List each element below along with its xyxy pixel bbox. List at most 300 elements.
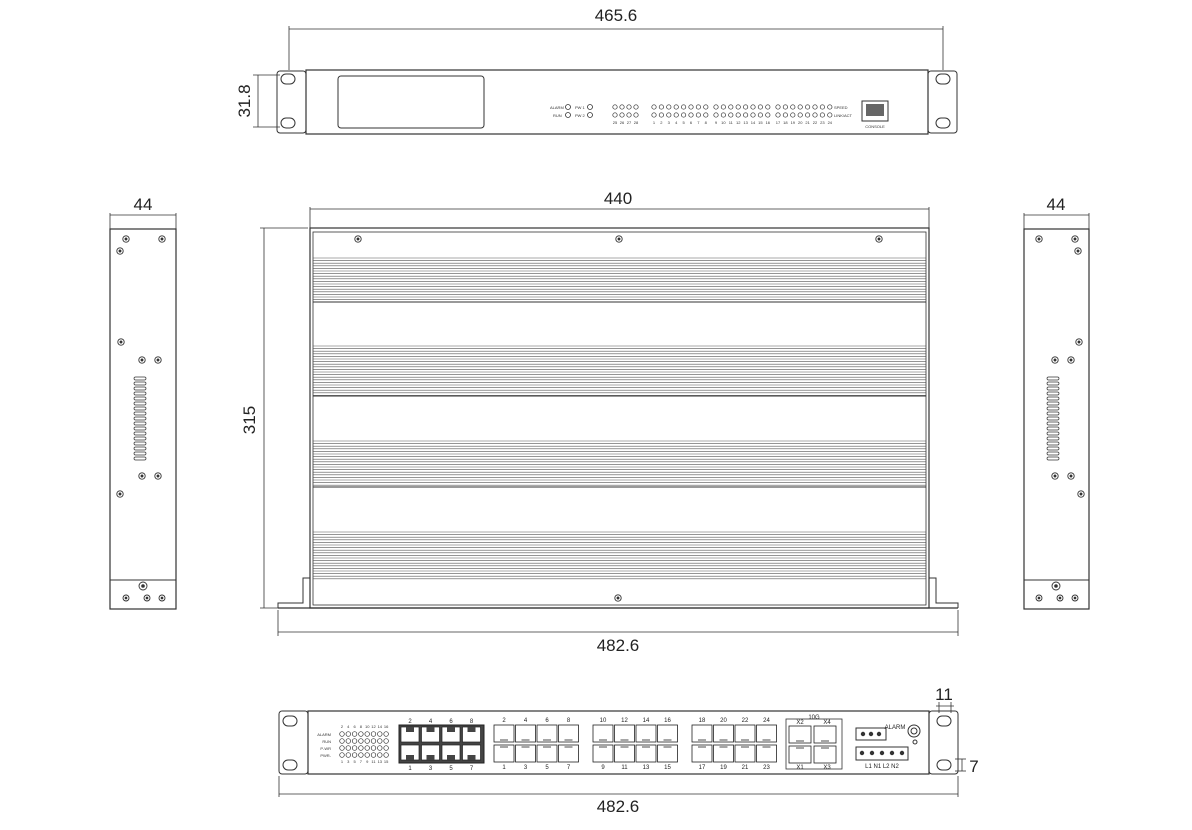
led-top-number: 6 [353,724,356,729]
led-icon [729,113,733,117]
led-top-number: 14 [377,724,383,729]
screw-center-icon [1077,250,1080,253]
led-top-number: 16 [383,724,389,729]
dim-top-height: 31.8 [235,84,254,118]
led-icon [371,739,376,744]
status-led-icon [588,113,593,118]
led-icon [729,105,733,109]
dim-right-width: 44 [1046,195,1066,214]
terminal-pin-icon [877,732,881,736]
rj45-latch [447,755,455,760]
screw-center-icon [878,238,881,241]
led-icon [751,113,755,117]
label-pw2-top: PW 2 [575,113,585,118]
dim-front-mount: 482.6 [596,797,640,816]
sfp-bottom-number: 17 [698,765,706,771]
led-icon [634,113,638,117]
sfp-port-icon [615,725,635,742]
sfp-port-icon [559,725,579,742]
left-side-view [110,213,176,609]
led-icon [359,746,364,751]
rj45-bottom-number: 7 [469,766,474,772]
screw-center-icon [1059,597,1062,600]
led-icon [371,746,376,751]
led-bottom-number: 15 [383,759,389,764]
vent-slot [1047,397,1059,400]
led-icon [365,746,370,751]
screw-center-icon [1038,597,1041,600]
led-bottom-number: 3 [347,759,350,764]
screw-center-icon [125,597,128,600]
sfp-top-number: 18 [698,718,706,724]
led-number: 17 [775,120,781,125]
led-number: 5 [682,120,685,125]
led-icon [359,739,364,744]
led-number: 11 [728,120,733,125]
top-led-array [566,105,833,126]
led-icon [634,105,638,109]
led-icon [813,105,817,109]
led-label: ALARM [317,732,331,737]
led-top-number: 2 [340,724,344,729]
sfp-top-number: 22 [741,718,749,724]
vent-slot [1047,457,1059,460]
sfp-port-icon [593,745,613,762]
sfp-port-icon [494,725,514,742]
sfp-port-icon [537,725,557,742]
sfp-bottom-number: 3 [523,765,528,771]
led-icon [736,105,740,109]
sfp-top-number: 20 [720,718,727,724]
led-icon [378,739,383,744]
vent-slot [1047,452,1059,455]
led-icon [721,113,725,117]
led-icon [704,113,708,117]
led-icon [627,113,631,117]
sfp-port-icon [636,745,656,762]
sfp-port-icon [516,725,536,742]
led-icon [352,753,357,758]
led-icon [813,113,817,117]
led-bottom-number: 13 [377,759,383,764]
led-icon [696,113,700,117]
vent-slot [1047,377,1059,380]
vent-slot [134,457,146,460]
screw-center-icon [141,359,144,362]
led-icon [681,113,685,117]
screw-center-icon [357,238,360,241]
vent-slot [1047,417,1059,420]
sfp-port-icon [658,745,678,762]
screw-center-icon [146,597,149,600]
led-icon [346,746,351,751]
led-top-number: 4 [347,724,350,729]
sfp-bottom-number: 9 [601,765,605,771]
led-icon [378,746,383,751]
vent-slot [1047,447,1059,450]
screw-center-icon [157,475,160,478]
led-icon [791,105,795,109]
label-alarm-bottom: ALARM [884,725,906,731]
led-icon [346,739,351,744]
led-icon [384,732,389,737]
vent-slot [134,437,146,440]
led-number: 22 [812,120,818,125]
label-power: L1 N1 L2 N2 [865,764,899,770]
led-top-number: 8 [359,724,363,729]
led-icon [378,753,383,758]
rj45-latch [468,755,476,760]
sfp-port-icon [516,745,536,762]
screw-center-icon [125,238,128,241]
led-icon [371,732,376,737]
sfp-port-icon [714,725,734,742]
screw-center-icon [119,250,122,253]
led-icon [652,105,656,109]
led-icon [340,739,345,744]
led-icon [689,113,693,117]
vent-slot [1047,407,1059,410]
rj45-bottom-number: 3 [428,766,433,772]
left-side-details [117,236,165,601]
led-icon [751,105,755,109]
status-led-icon [588,105,593,110]
led-number: 3 [667,120,670,125]
vent-slot [1047,442,1059,445]
label-x2: X2 [796,720,804,726]
vent-slot [134,407,146,410]
sfp-bottom-number: 21 [741,765,749,771]
led-label: P-WR [320,746,331,751]
vent-slot [1047,437,1059,440]
led-icon [652,113,656,117]
led-icon [359,753,364,758]
led-icon [758,113,762,117]
led-number: 1 [652,120,656,125]
rj45-top-number: 4 [428,719,433,725]
led-number: 9 [714,120,718,125]
vent-slot [134,387,146,390]
led-bottom-number: 7 [359,759,363,764]
led-icon [620,113,624,117]
led-icon [805,113,809,117]
led-icon [365,732,370,737]
vent-slot [134,392,146,395]
led-icon [620,105,624,109]
vent-slot [134,427,146,430]
sfp-port-icon [615,745,635,762]
label-x4: X4 [823,720,831,726]
rj45-latch [406,727,414,732]
label-link-top: LINK/ACT [834,113,853,118]
led-number: 26 [619,120,625,125]
sfp-port-icon [636,725,656,742]
sfp-port-icon [537,745,557,762]
screw-center-icon [119,493,122,496]
led-icon [384,753,389,758]
sfp-top-number: 14 [642,718,650,724]
led-icon [371,753,376,758]
led-icon [365,753,370,758]
screw-center-icon [1074,238,1077,241]
led-icon [613,105,617,109]
led-icon [714,113,718,117]
led-icon [352,746,357,751]
led-number: 2 [660,120,663,125]
led-number: 19 [790,120,796,125]
screw-center-icon [1078,341,1081,344]
status-led-icon [566,105,571,110]
label-console-top: CONSOLE [865,124,885,129]
terminal-pin-icon [869,732,873,736]
rj45-latch [427,727,435,732]
led-icon [743,113,747,117]
terminal-pin-icon [861,732,865,736]
center-top-view [260,207,958,636]
led-icon [659,105,663,109]
led-icon [378,732,383,737]
vent-slot [1047,402,1059,405]
led-icon [613,113,617,117]
dim-ear-width: 11 [935,685,953,704]
led-icon [758,105,762,109]
vent-slot [134,382,146,385]
screw-center-icon [1054,584,1058,588]
led-icon [681,105,685,109]
label-pw1-top: PW 1 [575,105,585,110]
led-icon [736,113,740,117]
led-icon [384,746,389,751]
led-icon [627,105,631,109]
rj45-top-number: 6 [449,719,453,725]
status-led-icon [566,113,571,118]
led-icon [696,105,700,109]
sfp-top-number: 6 [545,718,549,724]
led-icon [783,105,787,109]
vent-slot [1047,422,1059,425]
sfp-bottom-number: 7 [566,765,571,771]
led-bottom-number: 1 [340,759,344,764]
led-number: 4 [675,120,678,125]
dim-ear-hole: 7 [969,757,979,776]
screw-center-icon [120,341,123,344]
led-number: 7 [697,120,700,125]
sfp-top-number: 16 [664,718,671,724]
led-icon [783,113,787,117]
dim-left-width: 44 [133,195,153,214]
screw-center-icon [1070,475,1073,478]
heatsink-fins [313,236,926,601]
rj45-top-number: 2 [408,719,412,725]
screw-center-icon [1054,359,1057,362]
sfp-port-icon [757,725,777,742]
vent-slot [134,447,146,450]
led-icon [674,105,678,109]
led-icon [776,105,780,109]
led-icon [820,105,824,109]
led-number: 21 [805,120,810,125]
led-icon [704,105,708,109]
vent-slot [134,442,146,445]
led-number: 15 [758,120,763,125]
led-bottom-number: 9 [366,759,369,764]
led-number: 27 [626,120,632,125]
sfp-top-number: 8 [566,718,571,724]
led-icon [798,113,802,117]
led-icon [659,113,663,117]
sfp-bottom-number: 19 [720,765,727,771]
sfp-bottom-number: 23 [763,765,770,771]
led-number: 14 [750,120,756,125]
led-icon [667,113,671,117]
sfp-plus-port-icon [814,746,836,763]
vent-slot [1047,387,1059,390]
vent-slot [134,432,146,435]
led-top-number: 10 [364,724,370,729]
sfp-top-number: 2 [502,718,506,724]
led-icon [346,753,351,758]
sfp-plus-port-icon [814,726,836,743]
dim-top-view-width: 440 [603,189,633,208]
sfp-bottom-number: 11 [621,765,628,771]
sfp-port-icon [692,745,712,762]
label-run-top: RUN [553,113,562,118]
vent-slot [1047,392,1059,395]
label-10g: 10G [808,715,820,721]
rj45-latch [447,727,455,732]
sfp-bottom-number: 1 [502,765,506,771]
led-number: 18 [783,120,788,125]
led-icon [689,105,693,109]
sfp-port-icon [658,725,678,742]
label-speed-top: SPEED [834,105,848,110]
terminal-pin-icon [860,751,864,755]
led-icon [340,732,345,737]
sfp-plus-port-icon [789,726,811,743]
sfp-port-icon [559,745,579,762]
led-number: 28 [633,120,639,125]
screw-center-icon [1038,238,1041,241]
rj45-bottom-number: 5 [449,766,453,772]
right-side-details [1036,236,1084,601]
led-icon [766,105,770,109]
led-icon [805,105,809,109]
terminal-pin-icon [890,751,894,755]
led-bottom-number: 5 [353,759,356,764]
led-number: 16 [765,120,771,125]
screw-center-icon [1070,359,1073,362]
led-icon [340,753,345,758]
dim-top-view-depth: 315 [240,405,259,435]
led-icon [828,113,832,117]
led-icon [776,113,780,117]
led-icon [798,105,802,109]
vent-slot [134,422,146,425]
vent-slot [134,397,146,400]
led-label: PWR- [320,753,331,758]
led-icon [384,739,389,744]
led-icon [352,739,357,744]
rj45-latch [468,727,476,732]
rj45-latch [406,755,414,760]
sfp-bottom-number: 15 [664,765,671,771]
sfp-port-icon [494,745,514,762]
led-number: 6 [689,120,693,125]
sfp-port-icon [714,745,734,762]
sfp-top-number: 24 [763,718,770,724]
vent-slot [1047,412,1059,415]
sfp-port-icon [735,725,755,742]
led-icon [352,732,357,737]
screw-center-icon [161,597,164,600]
right-side-view [1024,213,1089,609]
led-icon [667,105,671,109]
screw-center-icon [157,359,160,362]
led-icon [359,732,364,737]
terminal-pin-icon [880,751,884,755]
led-top-number: 12 [371,724,376,729]
led-icon [766,113,770,117]
led-icon [346,732,351,737]
led-icon [828,105,832,109]
sfp-top-number: 4 [523,718,528,724]
led-bottom-number: 11 [371,759,376,764]
sfp-port-icon [593,725,613,742]
led-icon [791,113,795,117]
led-icon [721,105,725,109]
vent-slot [134,417,146,420]
vent-slot [1047,432,1059,435]
screw-center-icon [1080,493,1083,496]
led-number: 25 [612,120,618,125]
led-icon [340,746,345,751]
screw-center-icon [141,475,144,478]
bottom-panel-ports [317,718,904,772]
screw-center-icon [617,597,620,600]
vent-slot [134,402,146,405]
led-number: 20 [797,120,803,125]
led-icon [365,739,370,744]
sfp-top-number: 12 [621,718,628,724]
vent-slot [134,452,146,455]
vent-slot [134,377,146,380]
sfp-plus-port-icon [789,746,811,763]
screw-center-icon [1054,475,1057,478]
rj45-top-number: 8 [469,719,474,725]
led-number: 10 [721,120,726,125]
vent-slot [1047,382,1059,385]
led-number: 13 [743,120,748,125]
led-label: RUN [322,739,331,744]
led-icon [743,105,747,109]
led-icon [714,105,718,109]
sfp-top-number: 10 [599,718,607,724]
sfp-bottom-number: 13 [642,765,650,771]
terminal-pin-icon [900,751,904,755]
bottom-front-view [279,702,966,797]
led-number: 12 [735,120,741,125]
screw-center-icon [618,238,621,241]
dim-top-width: 465.6 [594,6,638,25]
led-icon [674,113,678,117]
vent-slot [134,412,146,415]
sfp-port-icon [757,745,777,762]
led-number: 23 [820,120,825,125]
led-icon [820,113,824,117]
screw-center-icon [1074,597,1077,600]
led-number: 24 [827,120,833,125]
screw-center-icon [141,584,145,588]
